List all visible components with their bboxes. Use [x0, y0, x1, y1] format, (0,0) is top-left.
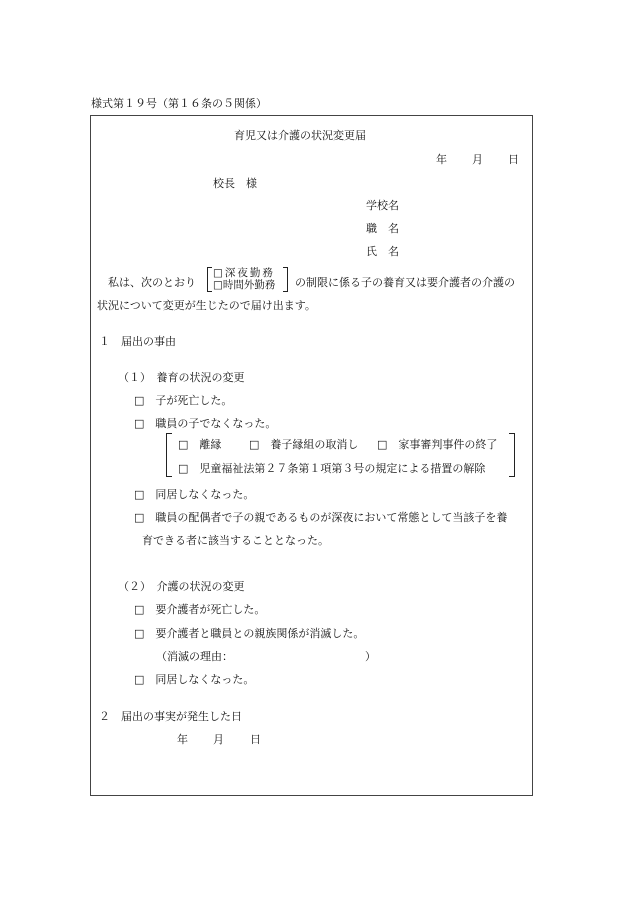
sub1-item-child-died: □ 子が死亡した。 — [134, 394, 233, 407]
nested-option-welfare-act: □ 児童福祉法第２７条第１項第３号の規定による措置の解除 — [178, 462, 486, 475]
sub2-item-not-living-together: □ 同居しなくなった。 — [134, 673, 255, 686]
option-bracket-left — [207, 267, 212, 292]
intro-text-line2: 状況について変更が生じたので届け出ます。 — [97, 299, 316, 312]
intro-text-start: 私は、次のとおり — [108, 276, 196, 289]
intro-text-end: の制限に係る子の養育又は要介護者の介護の — [295, 276, 515, 289]
sub1-item-not-living-together: □ 同居しなくなった。 — [134, 488, 255, 501]
date-day: 日 — [508, 153, 519, 166]
school-label: 学校名 — [366, 199, 399, 212]
option-night-shift: □深夜勤務 — [213, 267, 275, 279]
form-title: 育児又は介護の状況変更届 — [234, 129, 366, 142]
option-overtime: □時間外勤務 — [213, 279, 276, 291]
date-year: 年 — [436, 153, 447, 166]
form-frame — [90, 115, 533, 796]
sub2-heading: （２） 介護の状況の変更 — [118, 580, 245, 593]
section2-heading: ２ 届出の事実が発生した日 — [99, 710, 242, 723]
sub1-item-spouse-line1: □ 職員の配偶者で子の親であるものが深夜において常態として当該子を養 — [134, 511, 508, 524]
nested-bracket-right — [509, 433, 515, 477]
nested-option-family-court: □ 家事審判事件の終了 — [377, 438, 498, 451]
name-label: 氏 名 — [366, 245, 399, 258]
nested-option-dissolution: □ 離縁 — [178, 438, 222, 451]
option-bracket-right — [283, 267, 288, 292]
form-number: 様式第１９号（第１６条の５関係） — [91, 97, 267, 110]
reason-label: （消滅の理由： — [156, 650, 233, 663]
recipient: 校長 様 — [213, 177, 257, 190]
sub1-heading: （１） 養育の状況の変更 — [118, 371, 245, 384]
position-label: 職 名 — [366, 222, 399, 235]
sub2-item-care-recipient-died: □ 要介護者が死亡した。 — [134, 603, 266, 616]
section2-date-day: 日 — [250, 733, 261, 746]
date-month: 月 — [472, 153, 483, 166]
section2-date-month: 月 — [213, 733, 224, 746]
sub2-item-relationship-ended: □ 要介護者と職員との親族関係が消滅した。 — [134, 627, 365, 640]
nested-option-adoption-cancel: □ 養子縁組の取消し — [249, 438, 359, 451]
section2-date-year: 年 — [177, 733, 188, 746]
sub1-item-spouse-line2: 育できる者に該当することとなった。 — [142, 534, 329, 547]
sub1-item-no-longer-child: □ 職員の子でなくなった。 — [134, 417, 277, 430]
reason-close: ） — [365, 650, 376, 663]
section1-heading: １ 届出の事由 — [99, 335, 176, 348]
nested-bracket-left — [166, 433, 172, 477]
